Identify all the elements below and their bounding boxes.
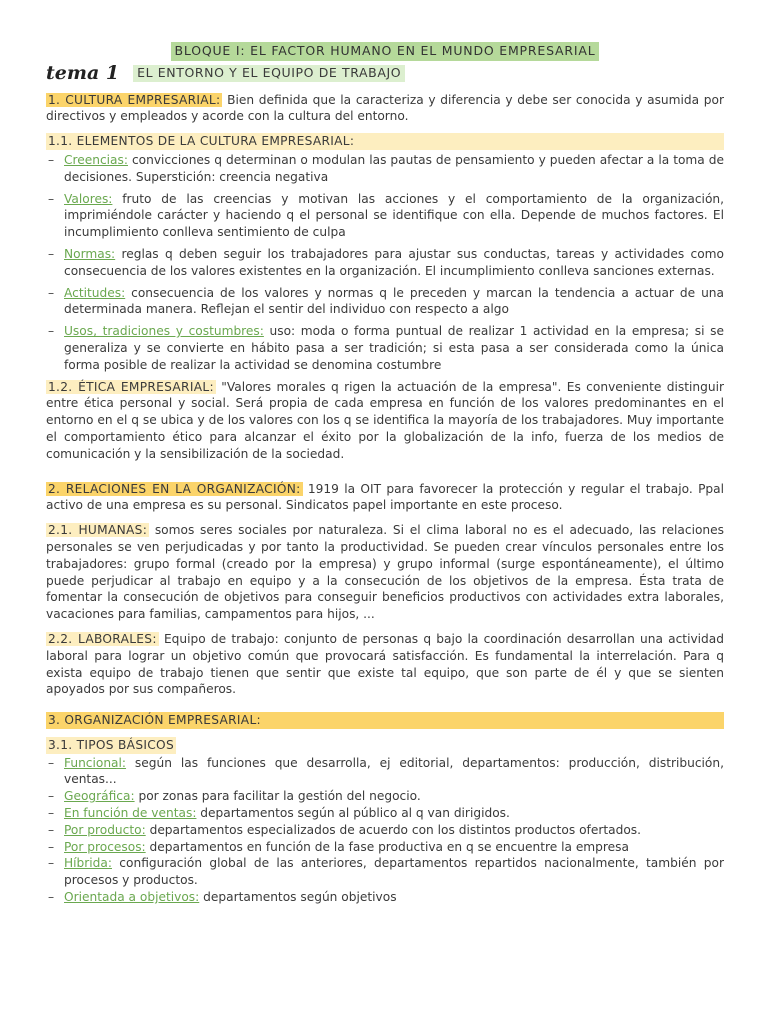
subsection-heading-tipos: 3.1. TIPOS BÁSICOS [48,737,174,752]
section-text: Bien definida que la caracteriza y diferencia y debe ser conocida y asumida por directivos y empleados y acorde con la cultura del entorno. [46,92,725,124]
section-text: 1919 la OIT para favorecer la protección y regular el trabajo. Ppal activo de una empresa es su personal. Sindicatos papel importante en este proceso. [46,481,725,513]
tema-row [46,61,724,84]
list-item [46,191,724,241]
spacer [46,471,724,481]
bloque-title-row [46,42,724,61]
term-link: Normas: [64,246,116,261]
item-text: consecuencia de los valores y normas q le preceden y marcan la tendencia a actuar de una determinada manera. Reflejan el sentir del individuo con respecto a algo [64,285,724,317]
term-link: Creencias: [64,152,128,167]
section-heading: 1.2. ÉTICA EMPRESARIAL: [48,379,214,394]
list-item [46,152,724,186]
list-item [46,805,724,822]
section-laborales [46,631,724,698]
item-text: departamentos según objetivos [199,890,397,905]
item-text: por zonas para facilitar la gestión del negocio. [134,789,421,804]
tipos-list [46,755,724,906]
dash-bullet: – [48,839,55,854]
tema-title: EL ENTORNO Y EL EQUIPO DE TRABAJO [133,65,405,82]
term-link: Actitudes: [64,285,126,300]
term-link: Valores: [64,191,113,206]
list-item [46,285,724,319]
subsection-heading-elementos: 1.1. ELEMENTOS DE LA CULTURA EMPRESARIAL: [46,133,724,150]
item-text: convicciones q determinan o modulan las pautas de pensamiento y pueden afectar a la toma de decisiones. Superstición: creencia negativa [64,152,724,184]
term-link: Híbrida: [64,856,112,871]
dash-bullet: – [48,191,55,206]
list-item [46,889,724,906]
item-text: uso: moda o forma puntual de realizar 1 actividad en la empresa; si se generaliza y se convierte en hábito pasa a ser tradición; si esta pasa a ser considerada como la única forma posible de realizar la actividad se denomina costumbre [64,324,724,372]
dash-bullet: – [48,856,55,871]
term-link: En función de ventas: [64,806,197,821]
list-item [46,822,724,839]
list-item [46,755,724,789]
term-link: Por producto: [64,822,146,837]
item-text: configuración global de las anteriores, departamentos repartidos nacionalmente, también por procesos y productos. [64,856,724,888]
section-heading-organizacion: 3. ORGANIZACIÓN EMPRESARIAL: [46,712,724,729]
dash-bullet: – [48,806,55,821]
list-item [46,246,724,280]
notes-page [46,42,724,906]
item-text: reglas q deben seguir los trabajadores para ajustar sus conductas, tareas y actividades como consecuencia de los valores existentes en la organización. El incumplimiento conlleva sanciones externas. [64,246,724,278]
dash-bullet: – [48,822,55,837]
section-text: Equipo de trabajo: conjunto de personas q bajo la coordinación desarrollan una actividad laboral para lograr un objetivo común que provocará satisfacción. Es fundamental la interrelación. Para q exista equipo de trabajo tienen que sentir que existe tal equipo, que son parte de él y que se sienten apoyados por sus compañeros. [46,631,724,697]
term-link: Geográfica: [64,789,135,804]
term-link: Orientada a objetivos: [64,890,200,905]
section-text: "Valores morales q rigen la actuación de la empresa". Es conveniente distinguir entre ética personal y social. Será propia de cada empresa en función de los valores predominantes en el entorno en el q se ubica y de los valores con los q se identifica la mayoría de los trabajadores. Muy importante el comportamiento ético para alcanzar el éxito por la globalización de la info, fuerza de los medios de comunicación y la sensibilización de la sociedad. [46,379,724,461]
bloque-title: BLOQUE I: EL FACTOR HUMANO EN EL MUNDO EMPRESARIAL [171,42,600,61]
list-item [46,788,724,805]
section-heading: 2.2. LABORALES: [48,631,157,646]
item-text: departamentos en función de la fase productiva en q se encuentre la empresa [145,839,629,854]
item-text: departamentos según al público al q van dirigidos. [196,806,510,821]
item-text: departamentos especializados de acuerdo con los distintos productos ofertados. [145,822,641,837]
section-text: somos seres sociales por naturaleza. Si el clima laboral no es el adecuado, las relaciones personales se ven perjudicadas y por tanto la productividad. Se pueden crear vínculos personales entre los trabajadores: grupo formal (creado por la empresa) y grupo informal (surge espontáneamente), el último puede perjudicar al trabajo en equipo y a la consecución de los objetivos de la empresa. Ésta trata de fomentar la consecución de objetivos para conseguir beneficios productivos con actividades extra laborales, vacaciones para familias, campamentos para hijos, ... [46,523,725,622]
section-heading: 1. CULTURA EMPRESARIAL: [48,92,221,107]
dash-bullet: – [48,246,55,261]
list-item [46,323,724,373]
dash-bullet: – [48,152,55,167]
term-link: Funcional: [64,755,127,770]
dash-bullet: – [48,324,55,339]
term-link: Por procesos: [64,839,146,854]
dash-bullet: – [48,890,55,905]
dash-bullet: – [48,789,55,804]
section-humanas [46,522,724,623]
elementos-list [46,152,724,374]
item-text: según las funciones que desarrolla, ej editorial, departamentos: producción, distribución, ventas... [64,755,724,787]
tema-word: tema 1 [46,61,120,84]
list-item [46,855,724,889]
section-heading: 2.1. HUMANAS: [48,523,148,538]
term-link: Usos, tradiciones y costumbres: [64,324,264,339]
section-etica [46,379,724,463]
dash-bullet: – [48,285,55,300]
dash-bullet: – [48,755,55,770]
section-cultura [46,92,724,126]
item-text: fruto de las creencias y motivan las acciones y el comportamiento de la organización, imprimiéndole carácter y haciendo q el personal se identifique con ella. Depende de muchos factores. El incumplimiento conlleva sentimiento de culpa [64,191,724,240]
section-heading: 2. RELACIONES EN LA ORGANIZACIÓN: [48,481,301,496]
section-relaciones [46,481,724,515]
list-item [46,839,724,856]
